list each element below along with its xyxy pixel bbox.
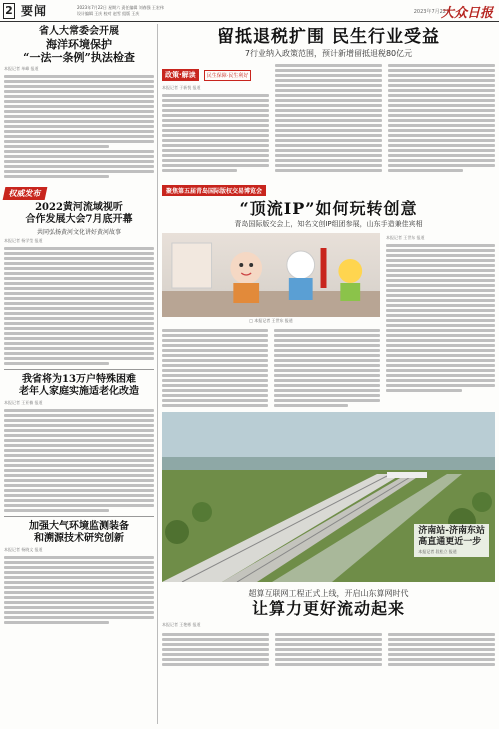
top-article-byline: 本报记者 于新悦 报道 — [162, 85, 201, 90]
rail-section — [162, 412, 495, 582]
meta-line-2: 设计编辑 王庆 校对 赵雪 组版 王庆 — [77, 10, 140, 16]
expo-section — [162, 178, 495, 407]
compute-title: 让算力更好流动起来 — [251, 599, 405, 618]
rail-byline: 本报记者 段松立 报道 — [418, 549, 457, 554]
article-4-title-line-1: 加强大气环境监测装备 — [29, 521, 129, 532]
compute-body — [162, 631, 495, 667]
article-2-text — [4, 247, 154, 365]
article-1-byline: 本报记者 单峰 报道 — [4, 66, 39, 71]
page-number: 2 — [3, 3, 15, 19]
top-article-subtitle: 7行业纳入政策范围，预计新增留抵退税80亿元 — [244, 49, 413, 58]
masthead — [0, 0, 499, 22]
expo-article-title: “顶流IP”如何玩转创意 — [239, 199, 418, 218]
article-3-text — [4, 409, 154, 512]
section-name: 要闻 — [21, 4, 48, 18]
expo-banner: 聚焦第五届青岛国际版权交易博览会 — [162, 185, 266, 196]
meta-line-1: 2023年7月22日 星期六 责任编辑 刘春强 王宏伟 — [77, 4, 164, 10]
policy-interpretation-box — [162, 69, 199, 81]
rail-photo — [162, 412, 495, 582]
newspaper-logo: 大众日报 — [440, 6, 493, 21]
article-4-byline: 本报记者 杨晓文 报道 — [4, 547, 43, 552]
authority-release-tag: 权威发布 — [3, 187, 48, 200]
policy-subtag: 民生保障·民生利好 — [204, 70, 252, 81]
expo-photo-art — [162, 233, 380, 317]
column-divider — [157, 24, 158, 724]
expo-photo — [162, 233, 380, 317]
article-2-title-line-2: 合作发展大会7月底开幕 — [25, 214, 133, 225]
expo-text-columns — [162, 327, 380, 407]
rail-caption-line-1: 济南站-济南东站 — [418, 526, 485, 536]
policy-tag: 政策·解读 — [162, 69, 199, 81]
article-2-title-line-1: 2022黄河流域视听 — [35, 202, 123, 213]
article-1-title-line-1: 省人大常委会开展 — [39, 26, 119, 37]
article-3-title-line-1: 我省将为13万户特殊困难 — [22, 374, 136, 385]
edition-meta — [77, 5, 164, 17]
top-article-body — [162, 62, 495, 174]
left-column — [4, 26, 154, 627]
rail-caption-box — [414, 524, 489, 557]
article-1-title-line-2: 海洋环境保护 — [46, 38, 112, 51]
issue-date: 2023年7月22日 — [413, 9, 451, 15]
article-1-text — [4, 75, 154, 178]
article-3-title-line-2: 老年人家庭实施适老化改造 — [19, 386, 139, 397]
article-1-title-line-3: “一法一条例”执法检查 — [23, 51, 135, 64]
rail-caption-line-2: 高直通更近一步 — [418, 537, 482, 547]
expo-body — [162, 233, 495, 407]
top-article-title: 留抵退税扩围 民生行业受益 — [217, 27, 440, 47]
article-4-title-line-2: 和溯源技术研究创新 — [34, 533, 124, 544]
expo-photo-caption: □ 本报记者 王世东 报道 — [249, 318, 293, 323]
article-3-byline: 本报记者 王亚楠 报道 — [4, 400, 43, 405]
right-zone — [162, 26, 495, 667]
article-4-text — [4, 556, 154, 624]
article-2-subtitle: 共同弘扬黄河文化讲好黄河故事 — [36, 229, 121, 236]
compute-byline: 本报记者 王艳彬 报道 — [162, 622, 201, 627]
compute-section — [162, 588, 495, 667]
compute-kicker: 超算互联网工程正式上线，开启山东算网时代 — [248, 589, 409, 598]
expo-article-subtitle: 青岛国际版交会上，知名文创IP组团参展，山东手造兼佳宾相 — [234, 220, 423, 228]
article-2-byline: 本报记者 杨学莹 报道 — [4, 238, 43, 243]
expo-byline: 本报记者 王世东 报道 — [386, 235, 425, 240]
